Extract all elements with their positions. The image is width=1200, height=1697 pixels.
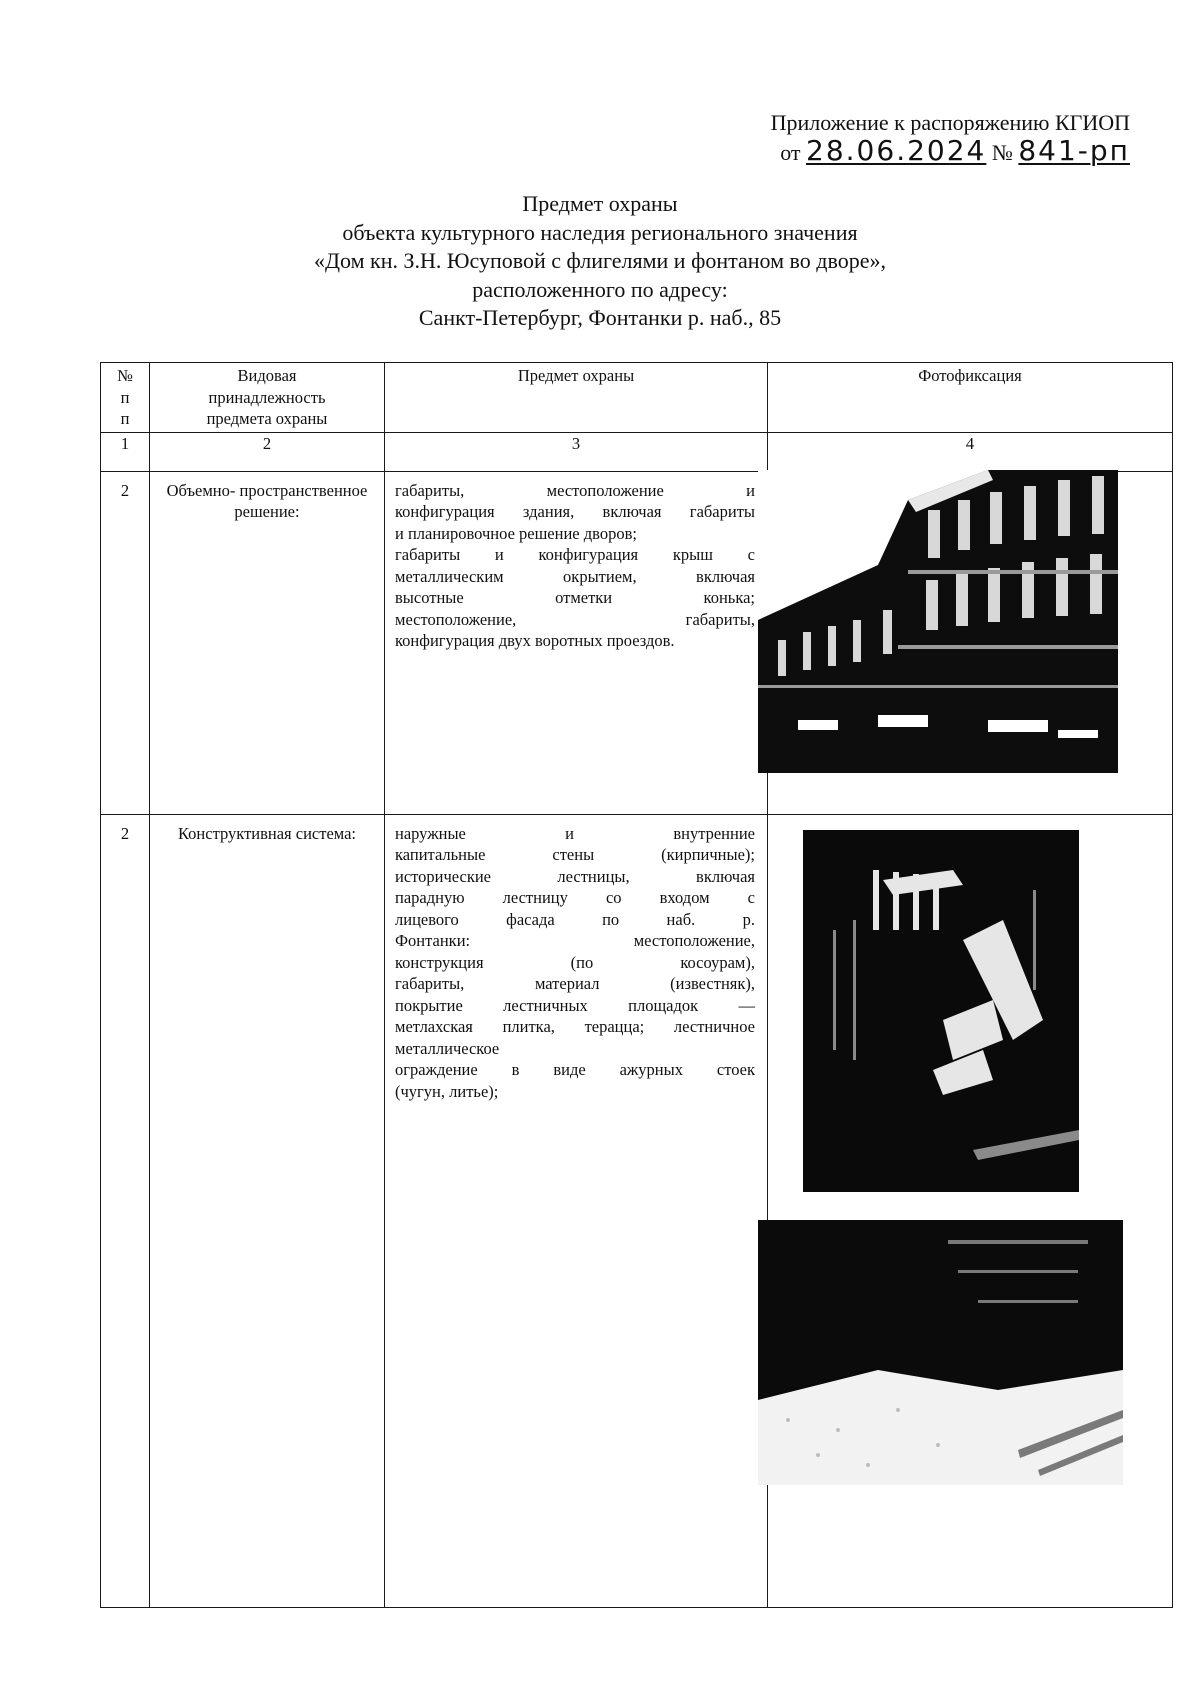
title-line-2: объекта культурного наследия регионального значения <box>342 219 858 245</box>
table-header-row <box>101 363 1173 433</box>
header-subject: Предмет охраны <box>385 363 768 433</box>
title-line-3: «Дом кн. З.Н. Юсуповой с флигелями и фонтаном во дворе», <box>314 248 886 273</box>
title-line-4: расположенного по адресу: <box>472 276 728 302</box>
column-number: 3 <box>385 432 768 471</box>
row-subject: наружные и внутренние капитальные стены (кирпичные); исторические лестницы, включая парадную лестницу со входом с лицевого фасада по наб. р. Фонтанки: местоположение, конструкция (по косоурам), габариты, материал (известняк), покрытие лестничных площадок — метлахская плитка, терацца; лестничное металлическое ограждение в виде ажурных стоек (чугун, литье); <box>385 814 768 1607</box>
landing-photo <box>758 1220 1123 1485</box>
header-number: № п п <box>101 363 150 433</box>
staircase-photo <box>803 830 1079 1192</box>
column-number: 2 <box>150 432 385 471</box>
appendix-title: Приложение к распоряжению КГИОП <box>770 110 1130 135</box>
column-numbers-row <box>101 432 1173 471</box>
title-line-5: Санкт-Петербург, Фонтанки р. наб., 85 <box>418 305 782 330</box>
title-line-1: Предмет охраны <box>522 191 678 216</box>
decree-number: 841-рп <box>1018 134 1130 167</box>
header-photo: Фотофиксация <box>768 363 1173 433</box>
row-subject: габариты, местоположение и конфигурация здания, включая габариты и планировочное решение дворов; габариты и конфигурация крыш с металлическим окрытием, включая высотные отметки конька; местоположение, габариты, конфигурация двух воротных проездов. <box>385 471 768 814</box>
decree-line <box>700 134 1130 167</box>
appendix-header <box>700 110 1130 166</box>
row-number: 2 <box>101 471 150 814</box>
number-prefix: № <box>991 140 1013 165</box>
header-kind: Видовая принадлежность предмета охраны <box>150 363 385 433</box>
column-number: 1 <box>101 432 150 471</box>
date-prefix: от <box>780 140 801 165</box>
facade-photo <box>758 470 1118 773</box>
row-number: 2 <box>101 814 150 1607</box>
row-kind: Объемно- пространственное решение: <box>150 471 385 814</box>
document-title <box>200 190 1000 333</box>
column-number: 4 <box>768 432 1173 471</box>
row-kind: Конструктивная система: <box>150 814 385 1607</box>
decree-date: 28.06.2024 <box>806 134 987 167</box>
